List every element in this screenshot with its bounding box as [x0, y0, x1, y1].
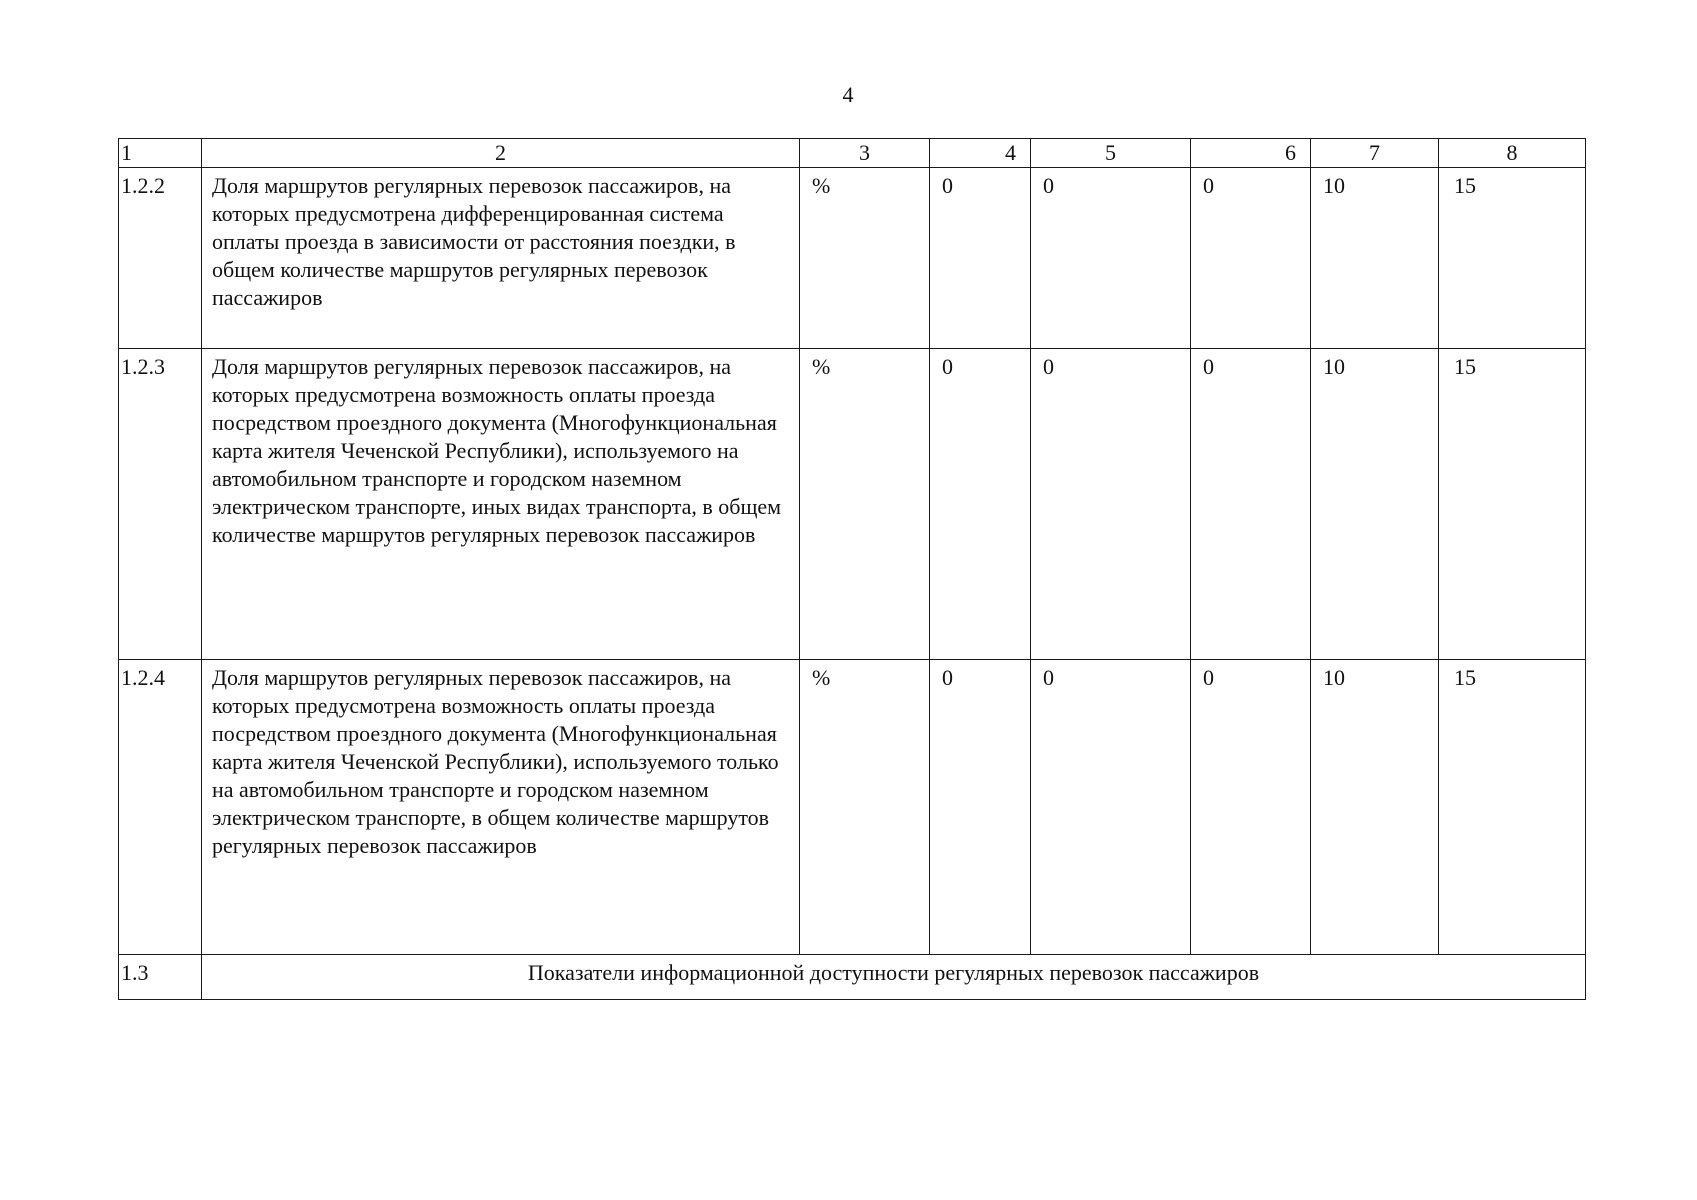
row-value-7: 10	[1311, 660, 1439, 955]
row-value-8: 15	[1439, 660, 1586, 955]
row-number: 1.2.4	[119, 660, 202, 955]
row-unit: %	[800, 349, 930, 660]
table-header-row	[119, 139, 1586, 168]
row-value-6: 0	[1191, 660, 1311, 955]
header-cell-4: 4	[930, 139, 1031, 168]
indicators-table	[118, 138, 1586, 1000]
header-cell-1: 1	[119, 139, 202, 168]
row-value-4: 0	[930, 349, 1031, 660]
header-cell-3: 3	[800, 139, 930, 168]
section-title: Показатели информационной доступности регулярных перевозок пассажиров	[202, 955, 1586, 1000]
section-row	[119, 955, 1586, 1000]
row-unit: %	[800, 168, 930, 349]
row-value-5: 0	[1031, 168, 1191, 349]
row-number: 1.2.3	[119, 349, 202, 660]
row-value-8: 15	[1439, 168, 1586, 349]
table-row	[119, 168, 1586, 349]
header-cell-5: 5	[1031, 139, 1191, 168]
row-description: Доля маршрутов регулярных перевозок пассажиров, на которых предусмотрена дифференцированная система оплаты проезда в зависимости от расстояния поездки, в общем количестве маршрутов регулярных перевозок пассажиров	[202, 168, 800, 349]
row-value-6: 0	[1191, 349, 1311, 660]
row-value-7: 10	[1311, 168, 1439, 349]
row-value-8: 15	[1439, 349, 1586, 660]
header-cell-8: 8	[1439, 139, 1586, 168]
page-number: 4	[842, 82, 854, 107]
row-value-4: 0	[930, 168, 1031, 349]
row-description: Доля маршрутов регулярных перевозок пассажиров, на которых предусмотрена возможность оплаты проезда посредством проездного документа (Многофункциональная карта жителя Чеченской Республики), используемого только на автомобильном транспорте и городском наземном электрическом транспорте, в общем количестве маршрутов регулярных перевозок пассажиров	[202, 660, 800, 955]
header-cell-7: 7	[1311, 139, 1439, 168]
row-unit: %	[800, 660, 930, 955]
table-row	[119, 660, 1586, 955]
row-value-7: 10	[1311, 349, 1439, 660]
row-value-4: 0	[930, 660, 1031, 955]
row-value-5: 0	[1031, 660, 1191, 955]
header-cell-2: 2	[202, 139, 800, 168]
row-number: 1.2.2	[119, 168, 202, 349]
table-row	[119, 349, 1586, 660]
row-value-5: 0	[1031, 349, 1191, 660]
header-cell-6: 6	[1191, 139, 1311, 168]
section-number: 1.3	[119, 955, 202, 1000]
row-description: Доля маршрутов регулярных перевозок пассажиров, на которых предусмотрена возможность оплаты проезда посредством проездного документа (Многофункциональная карта жителя Чеченской Республики), используемого на автомобильном транспорте и городском наземном электрическом транспорте, иных видах транспорта, в общем количестве маршрутов регулярных перевозок пассажиров	[202, 349, 800, 660]
row-value-6: 0	[1191, 168, 1311, 349]
